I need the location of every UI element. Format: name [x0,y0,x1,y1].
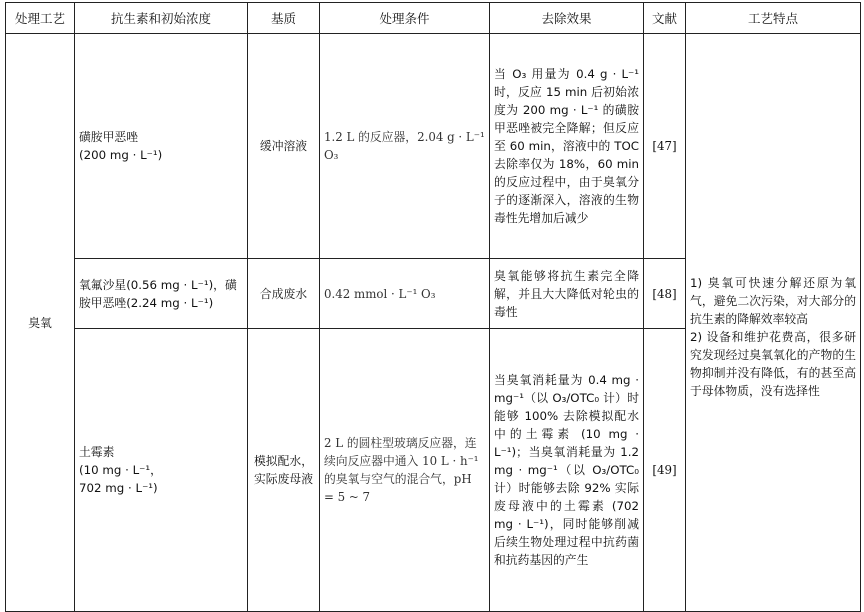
antibiotic-cell: 磺胺甲恶唑 (200 mg · L⁻¹) [75,34,248,259]
condition-cell: 2 L 的圆柱型玻璃反应器，连续向反应器中通入 10 L · h⁻¹ 的臭氧与空气的混合气，pH = 5 ~ 7 [320,329,490,612]
header-process: 处理工艺 [6,3,75,34]
matrix-cell: 缓冲溶液 [248,34,320,259]
process-cell: 臭氧 [6,34,75,612]
matrix-cell: 合成废水 [248,259,320,329]
reference-cell: [48] [644,259,686,329]
header-effect: 去除效果 [490,3,644,34]
antibiotic-cell: 氧氟沙星(0.56 mg · L⁻¹)，磺胺甲恶唑(2.24 mg · L⁻¹) [75,259,248,329]
header-features: 工艺特点 [686,3,861,34]
antibiotic-cell: 土霉素 (10 mg · L⁻¹， 702 mg · L⁻¹) [75,329,248,612]
header-matrix: 基质 [248,3,320,34]
header-condition: 处理条件 [320,3,490,34]
effect-cell: 当 O₃ 用量为 0.4 g · L⁻¹ 时，反应 15 min 后初始浓度为 200 mg · L⁻¹ 的磺胺甲恶唑被完全降解；但反应至 60 min，溶液中的 TOC 去除率仅为 18%，60 min 的反应过程中，由于臭氧分子的逐渐深入，溶液的生物毒性先增加后减少 [490,34,644,259]
matrix-cell: 模拟配水，实际废母液 [248,329,320,612]
effect-cell: 当臭氧消耗量为 0.4 mg · mg⁻¹（以 O₃/OTC₀ 计）时能够 100% 去除模拟配水中的土霉素 (10 mg · L⁻¹)；当臭氧消耗量为 1.2 mg · mg⁻¹（以 O₃/OTC₀ 计）时能够去除 92% 实际废母液中的土霉素 (702 mg · L⁻¹)，同时能够削减后续生物处理过程中抗药菌和抗药基因的产生 [490,329,644,612]
header-reference: 文献 [644,3,686,34]
ozone-treatment-table [5,2,861,612]
table-row [6,34,861,259]
reference-cell: [49] [644,329,686,612]
condition-cell: 1.2 L 的反应器，2.04 g · L⁻¹ O₃ [320,34,490,259]
reference-cell: [47] [644,34,686,259]
effect-cell: 臭氧能够将抗生素完全降解，并且大大降低对轮虫的毒性 [490,259,644,329]
table-header-row [6,3,861,34]
condition-cell: 0.42 mmol · L⁻¹ O₃ [320,259,490,329]
header-antibiotic: 抗生素和初始浓度 [75,3,248,34]
features-cell: 1) 臭氧可快速分解还原为氧气，避免二次污染，对大部分的抗生素的降解效率较高 2) 设备和维护花费高，很多研究发现经过臭氧氧化的产物的生物抑制并没有降低，有的甚至高于母体物质，没有选择性 [686,34,861,612]
